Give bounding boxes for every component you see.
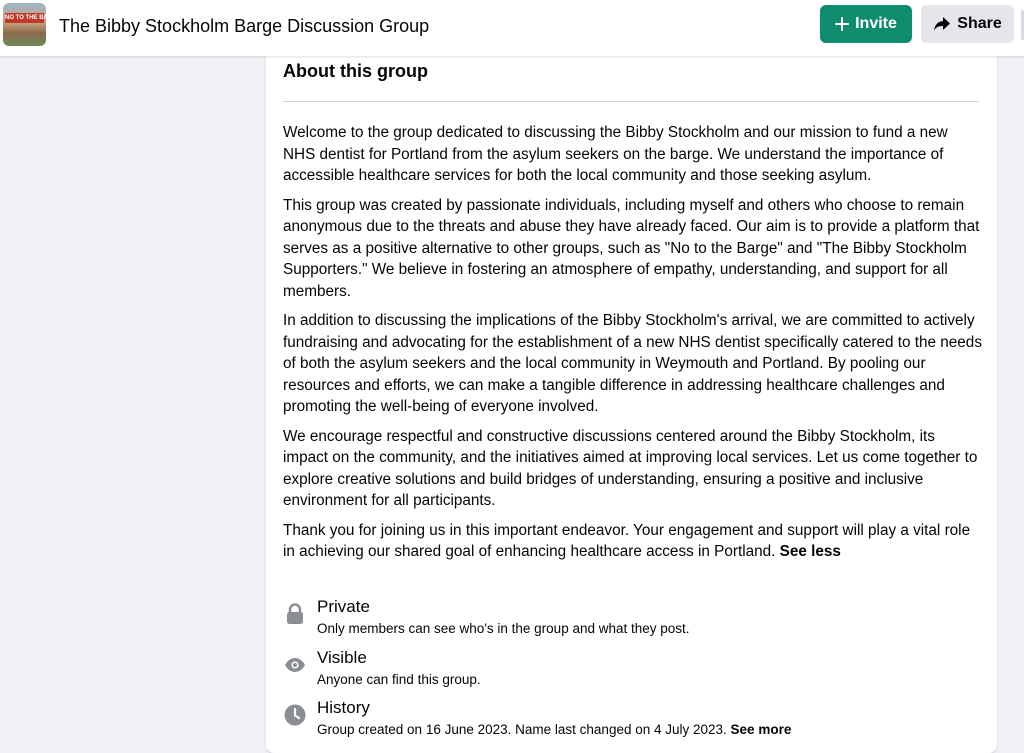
visibility-subtitle: Anyone can find this group. bbox=[317, 672, 481, 687]
description-paragraph: This group was created by passionate individuals, including myself and others who choose to remain anonymous due to the threats and abuse they have already faced. Our aim is to provide a platform that serves as a positive alternative to other groups, such as "No to the Barge" and "The Bibby Stockholm Supporters." We believe in fostering an atmosphere of empathy, understanding, and support for all members. bbox=[283, 196, 980, 300]
thumbnail-sign-text: NO TO THE BAR bbox=[5, 15, 53, 21]
about-card bbox=[266, 50, 997, 753]
privacy-info bbox=[283, 596, 983, 640]
about-divider bbox=[283, 101, 979, 102]
invite-button[interactable] bbox=[820, 5, 912, 43]
see-more-link[interactable]: See more bbox=[730, 722, 792, 737]
visibility-info bbox=[283, 647, 983, 691]
description-paragraph-last bbox=[283, 520, 983, 563]
history-info bbox=[283, 697, 983, 741]
group-cover-thumbnail[interactable] bbox=[3, 3, 53, 46]
share-arrow-icon bbox=[933, 16, 951, 32]
plus-icon bbox=[835, 17, 849, 31]
history-subtitle: Group created on 16 June 2023. Name last changed on 4 July 2023. bbox=[317, 722, 727, 737]
history-subtitle-line bbox=[317, 721, 791, 738]
privacy-title: Private bbox=[317, 597, 370, 616]
group-name[interactable]: The Bibby Stockholm Barge Discussion Group bbox=[59, 16, 430, 36]
top-bar bbox=[0, 0, 1024, 56]
description-paragraph: We encourage respectful and constructive discussions centered around the Bibby Stockholm, its impact on the community, and the initiatives aimed at improving local services. Let us come together to explore creative solutions and build bridges of understanding, ensuring a positive and inclusive environment for all participants. bbox=[283, 427, 978, 509]
share-button-label: Share bbox=[957, 15, 1002, 32]
clock-icon bbox=[283, 703, 307, 727]
visibility-title: Visible bbox=[317, 648, 367, 667]
description-paragraph: Welcome to the group dedicated to discussing the Bibby Stockholm and our mission to fund a new NHS dentist for Portland from the asylum seekers on the barge. We understand the importance of accessible healthcare services for both the local community and those seeking asylum. bbox=[283, 124, 948, 184]
description-paragraph-text: Thank you for joining us in this important endeavor. Your engagement and support will play a vital role in achieving our shared goal of enhancing healthcare access in Portland. bbox=[283, 521, 971, 560]
group-description bbox=[283, 122, 983, 571]
see-less-link[interactable]: See less bbox=[779, 543, 841, 560]
invite-button-label: Invite bbox=[855, 15, 897, 32]
eye-icon bbox=[283, 653, 307, 677]
share-button[interactable] bbox=[921, 5, 1014, 43]
about-title: About this group bbox=[283, 61, 428, 81]
history-title: History bbox=[317, 698, 370, 717]
description-paragraph: In addition to discussing the implications of the Bibby Stockholm's arrival, we are committed to actively fundraising and advocating for the establishment of a new NHS dentist specifically catered to the needs of both the asylum seekers and the local community in Weymouth and Portland. By pooling our resources and efforts, we can make a tangible difference in addressing healthcare challenges and promoting the well-being of everyone involved. bbox=[283, 312, 982, 415]
privacy-subtitle: Only members can see who's in the group and what they post. bbox=[317, 621, 690, 636]
lock-icon bbox=[283, 602, 307, 626]
